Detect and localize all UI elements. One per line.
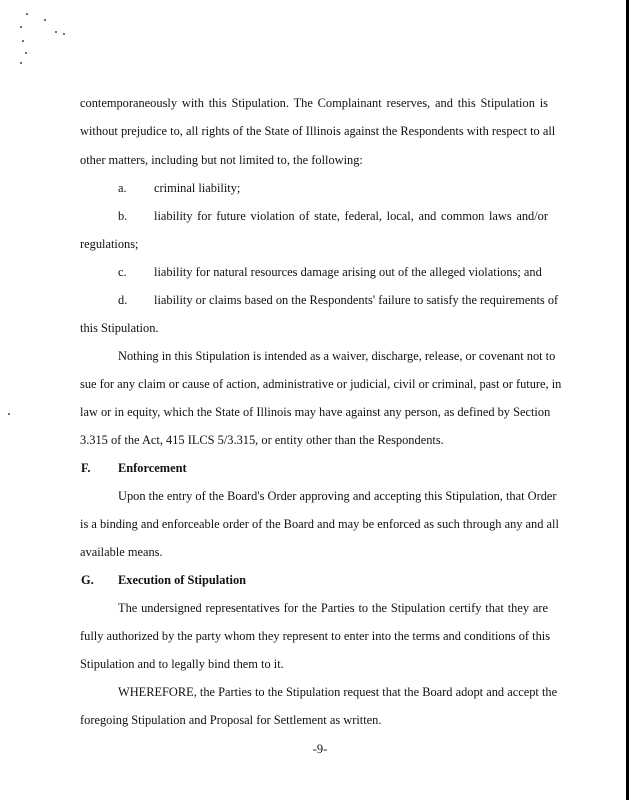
body-line: foregoing Stipulation and Proposal for Settlement as written. [80,713,382,727]
section-heading: Execution of Stipulation [118,573,247,587]
body-line: law or in equity, which the State of Illinois may have against any person, as defined by Section [80,405,551,419]
list-item-text: liability for future violation of state, federal, local, and common laws and/or [154,209,548,223]
section-letter: F. [81,461,91,475]
page-number: -9- [312,742,328,756]
scan-speck [20,62,22,64]
body-line: other matters, including but not limited to, the following: [80,153,363,167]
body-line: WHEREFORE, the Parties to the Stipulation request that the Board adopt and accept the [118,685,558,699]
body-line: this Stipulation. [80,321,159,335]
body-line: Upon the entry of the Board's Order approving and accepting this Stipulation, that Order [118,489,557,503]
list-marker: b. [118,209,128,223]
list-item-text: criminal liability; [154,181,241,195]
body-line: without prejudice to, all rights of the State of Illinois against the Respondents with respect to all [80,124,556,138]
list-item-text: liability for natural resources damage arising out of the alleged violations; and [154,265,542,279]
section-letter: G. [81,573,94,587]
list-item-text: liability or claims based on the Respondents' failure to satisfy the requirements of [154,293,559,307]
scan-speck [8,413,10,415]
list-marker: d. [118,293,128,307]
body-line: The undersigned representatives for the Parties to the Stipulation certify that they are [118,601,548,615]
scan-speck [20,26,22,28]
body-line: contemporaneously with this Stipulation. The Complainant reserves, and this Stipulation is [80,96,548,110]
scan-speck [44,19,46,21]
body-line: available means. [80,545,163,559]
scan-speck [63,33,65,35]
body-line: Stipulation and to legally bind them to it. [80,657,284,671]
list-marker: a. [118,181,127,195]
body-line: 3.315 of the Act, 415 ILCS 5/3.315, or entity other than the Respondents. [80,433,444,447]
body-line: regulations; [80,237,139,251]
body-line: is a binding and enforceable order of the Board and may be enforced as such through any and all [80,517,559,531]
section-heading: Enforcement [118,461,187,475]
body-line: sue for any claim or cause of action, administrative or judicial, civil or criminal, past or future, in [80,377,562,391]
scan-speck [22,40,24,42]
body-line: Nothing in this Stipulation is intended as a waiver, discharge, release, or covenant not to [118,349,556,363]
list-marker: c. [118,265,127,279]
scan-speck [55,31,57,33]
body-line: fully authorized by the party whom they represent to enter into the terms and conditions of this [80,629,551,643]
scan-speck [25,52,27,54]
scan-speck [26,13,28,15]
